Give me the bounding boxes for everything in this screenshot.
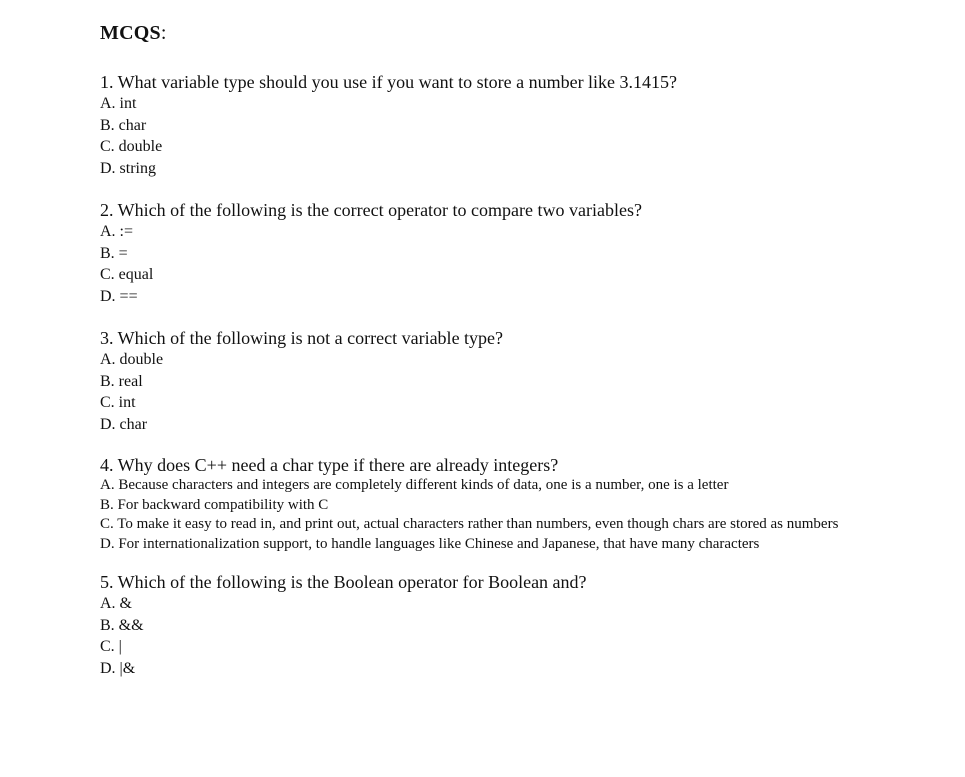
option-c: C. int xyxy=(100,394,136,411)
question-text: 1. What variable type should you use if you want to store a number like 3.1415? xyxy=(100,72,678,92)
option-b: B. char xyxy=(100,116,147,134)
option-a: A. Because characters and integers are completely different kinds of data, one is a number, one is a letter xyxy=(100,477,729,493)
question-text: 5. Which of the following is the Boolean operator for Boolean and? xyxy=(100,572,587,592)
option-d: D. |& xyxy=(100,659,136,677)
question-text: 2. Which of the following is the correct operator to compare two variables? xyxy=(100,200,642,220)
page-heading xyxy=(100,20,880,46)
option-b: B. && xyxy=(100,616,144,634)
option-c: C. | xyxy=(100,638,122,655)
question-5 xyxy=(100,571,880,679)
question-4 xyxy=(100,454,880,554)
question-1 xyxy=(100,71,880,179)
option-c: C. equal xyxy=(100,266,154,283)
option-b: B. For backward compatibility with C xyxy=(100,496,329,513)
option-a: A. := xyxy=(100,223,134,240)
option-a: A. & xyxy=(100,595,132,612)
option-c: C. To make it easy to read in, and print out, actual characters rather than numbers, even though chars are stored as numbers xyxy=(100,516,839,532)
option-d: D. char xyxy=(100,415,148,433)
option-b: B. = xyxy=(100,244,128,262)
question-3 xyxy=(100,327,880,435)
option-a: A. double xyxy=(100,351,164,368)
option-c: C. double xyxy=(100,138,163,155)
question-text: 4. Why does C++ need a char type if there are already integers? xyxy=(100,455,559,475)
document-page xyxy=(100,20,880,679)
question-2 xyxy=(100,199,880,307)
option-d: D. string xyxy=(100,159,156,177)
heading-colon: : xyxy=(160,22,167,44)
option-d: D. == xyxy=(100,287,138,305)
option-a: A. int xyxy=(100,95,137,112)
option-d: D. For internationalization support, to handle languages like Chinese and Japanese, that have many characters xyxy=(100,535,760,552)
option-b: B. real xyxy=(100,372,143,390)
heading-text: MCQS xyxy=(100,22,161,44)
question-text: 3. Which of the following is not a correct variable type? xyxy=(100,328,504,348)
